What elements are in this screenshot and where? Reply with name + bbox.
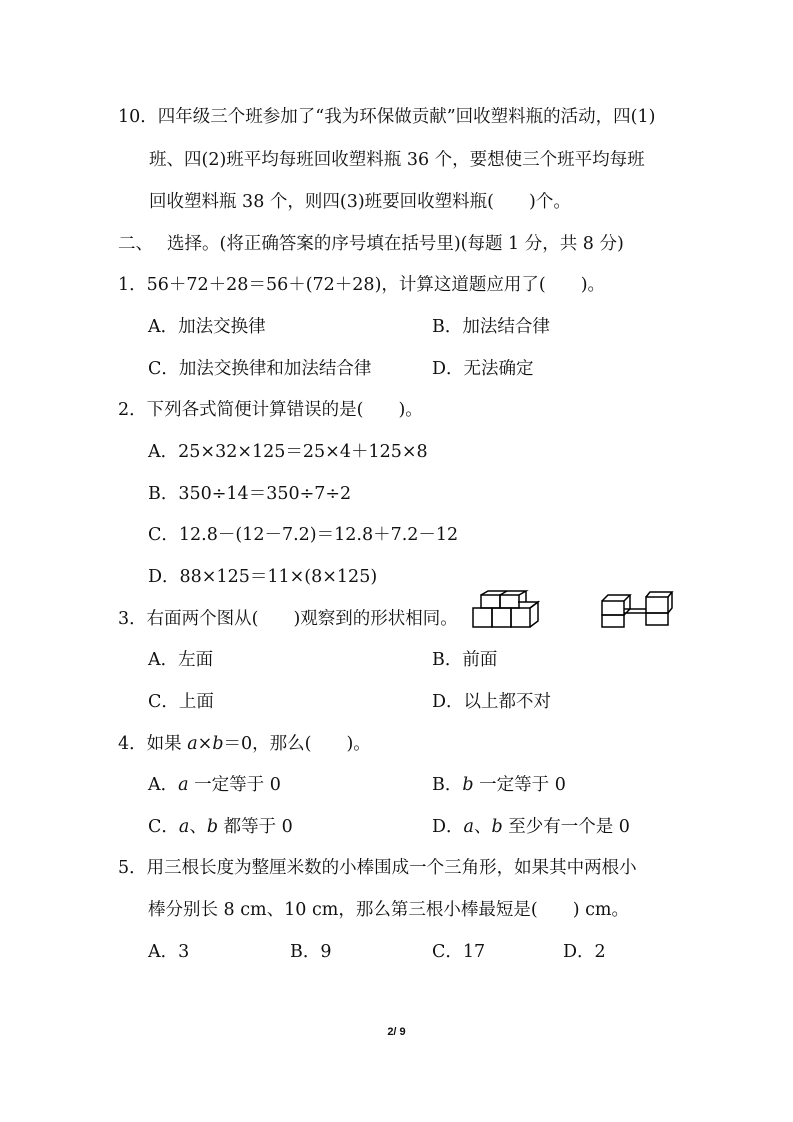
- q5-option-c: C．17: [432, 942, 486, 962]
- q5-line2: 棒分别长 8 cm、10 cm，那么第三根小棒最短是( ) cm。: [148, 900, 629, 920]
- q2-option-c: C．12.8－(12－7.2)＝12.8＋7.2－12: [148, 525, 459, 545]
- section2-title: 选择。(将正确答案的序号填在括号里)(每题 1 分，共 8 分): [167, 234, 624, 254]
- q4-option-b: B．b 一定等于 0: [432, 775, 566, 795]
- q2-option-d: D．88×125＝11×(8×125): [148, 567, 378, 587]
- cube-figure-right: [596, 589, 676, 629]
- q1-option-b: B．加法结合律: [432, 317, 550, 337]
- q3-option-c: C．上面: [148, 692, 214, 712]
- q1-option-a: A．加法交换律: [148, 317, 266, 337]
- q4-option-c: C．a、b 都等于 0: [148, 817, 293, 837]
- q2-stem: 2．下列各式简便计算错误的是( )。: [118, 400, 423, 420]
- q2-option-b: B．350÷14＝350÷7÷2: [148, 484, 352, 504]
- q1-option-c: C．加法交换律和加法结合律: [148, 359, 372, 379]
- q10-line2: 班、四(2)班平均每班回收塑料瓶 36 个，要想使三个班平均每班: [149, 150, 645, 170]
- q4-stem: 4．如果 a×b＝0，那么( )。: [118, 734, 371, 754]
- q1-stem: 1．56＋72＋28＝56＋(72＋28)，计算这道题应用了( )。: [118, 275, 606, 295]
- q10-line3: 回收塑料瓶 38 个，则四(3)班要回收塑料瓶( )个。: [149, 192, 571, 212]
- cube-figure-left: [470, 590, 546, 630]
- q5-option-b: B．9: [290, 942, 332, 962]
- q5-line1: 5．用三根长度为整厘米数的小棒围成一个三角形，如果其中两根小: [118, 858, 637, 878]
- q1-option-d: D．无法确定: [432, 359, 534, 379]
- q4-option-d: D．a、b 至少有一个是 0: [432, 817, 630, 837]
- q4-option-a: A．a 一定等于 0: [148, 775, 281, 795]
- q10-line1: 10．四年级三个班参加了“我为环保做贡献”回收塑料瓶的活动，四(1): [118, 107, 656, 127]
- section2-number: 二、: [118, 234, 153, 254]
- q5-option-d: D．2: [563, 942, 606, 962]
- q3-stem: 3．右面两个图从( )观察到的形状相同。: [118, 609, 458, 629]
- page-number: 2/ 9: [387, 1026, 406, 1038]
- q3-option-a: A．左面: [148, 650, 214, 670]
- q3-option-b: B．前面: [432, 650, 498, 670]
- q2-option-a: A．25×32×125＝25×4＋125×8: [148, 442, 428, 462]
- q5-option-a: A．3: [148, 942, 190, 962]
- q3-option-d: D．以上都不对: [432, 692, 552, 712]
